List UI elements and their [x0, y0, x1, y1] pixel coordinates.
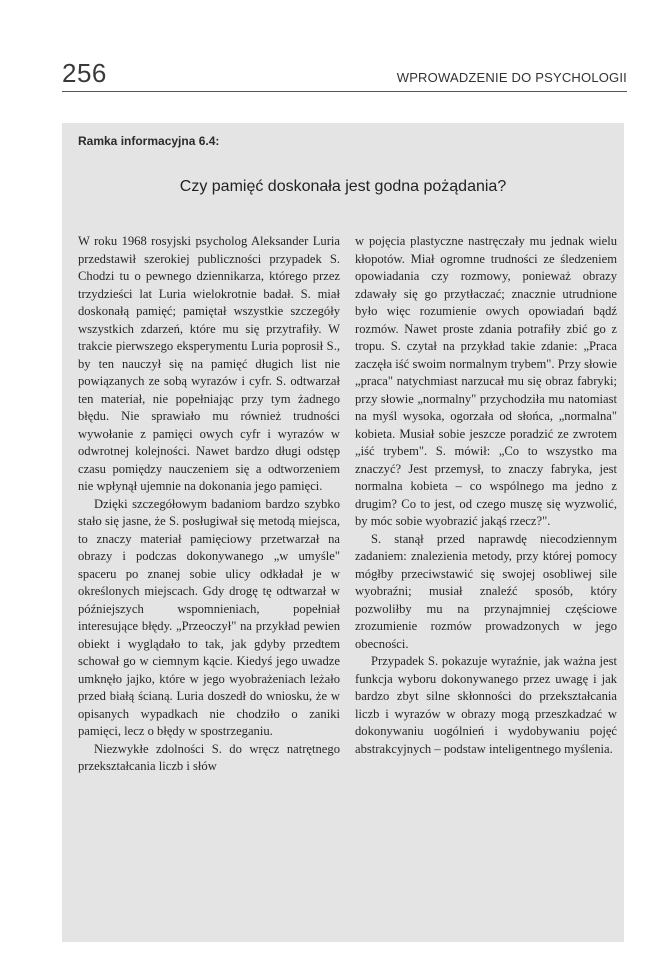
left-column: [78, 233, 340, 776]
info-box: [62, 123, 624, 942]
right-column: [355, 233, 617, 758]
page-number: 256: [62, 58, 107, 88]
running-head: WPROWADZENIE DO PSYCHOLOGII: [396, 70, 627, 85]
header-rule: [62, 91, 627, 92]
paragraph: Dzięki szczegółowym badaniom bardzo szybko stało się jasne, że S. posługiwał się metodą miejsca, to znaczy materiał pamięciowy przetwarzał na obrazy i podczas dokonywanego „w umyśle" spaceru po znanej sobie ulicy odkładał je w określonych miejscach. Gdy drogę tę odtwarzał w późniejszych wspomnieniach, popełniał interesujące błędy. „Przeoczył" na przykład pewien obiekt i wyglądało to tak, jak gdyby przedtem schował go w ciemnym kącie. Kiedyś jego uwadze umknęło jajko, które w jego wyobrażeniach leżało przed białą ścianą. Luria doszedł do wniosku, że w opisanych wypadkach nie chodziło o zaniki pamięci, lecz o błędy w spostrzeganiu.: [78, 496, 340, 738]
paragraph: Niezwykłe zdolności S. do wręcz natrętnego przekształcania liczb i słów: [78, 741, 340, 773]
box-title: Czy pamięć doskonała jest godna pożądania?: [179, 178, 507, 195]
paragraph: S. stanął przed naprawdę niecodziennym zadaniem: znalezienia metody, przy której pomocy mógłby przeciwstawić się swojej osobliwej sile wyobraźni; musiał znaleźć sposób, który pozwoliłby mu na przynajmniej częściowe zrozumienie rozmów prowadzonych w jego obecności.: [355, 531, 617, 651]
paragraph: W roku 1968 rosyjski psycholog Aleksander Luria przedstawił szerokiej publiczności przypadek S. Chodzi tu o pewnego dziennikarza, którego przez trzydzieści lat Luria wielokrotnie badał. S. miał doskonałą pamięć; pamiętał wszystkie szczegóły wszystkich zdarzeń, które mu się przytrafiły. W trakcie pierwszego eksperymentu Luria poprosił S., by ten nauczył się na pamięć długich list nie powiązanych ze sobą wyrazów i cyfr. S. odtwarzał ten materiał, nie popełniając przy tym żadnego błędu. Nie sprawiało mu również trudności wywołanie z pamięci owych cyfr i wyrazów w odwrotnej kolejności. Nawet bardzo długi odstęp czasu pomiędzy nauczeniem się a odtworzeniem nie wpłynął ujemnie na dokonania jego pamięci.: [78, 234, 340, 493]
paragraph: Przypadek S. pokazuje wyraźnie, jak ważna jest funkcja wyboru dokonywanego przez uwagę i jak bardzo zbyt silne skłonności do przekształcania liczb i wyrazów w obrazy mogą przeszkadzać w dokonywaniu uogólnień i wydobywaniu pojęć abstrakcyjnych – podstaw inteligentnego myślenia.: [355, 654, 617, 756]
paragraph: w pojęcia plastyczne nastręczały mu jednak wielu kłopotów. Miał ogromne trudności ze śledzeniem opowiadania czy rozmowy, ponieważ obrazy zdawały się go przytłaczać; znacznie utrudnione było więc rozumienie owych opowiadań bądź rozmów. Nawet proste zdania potrafiły zbić go z tropu. S. czytał na przykład takie zdanie: „Praca zaczęła iść swoim normalnym trybem". Przy słowie „praca" natychmiast narzucał mu się obraz fabryki; przy słowie „normalny" przychodziła mu natomiast na myśl wysoka, ogorzała od słońca, „normalna" kobieta. Musiał sobie jeszcze poradzić ze zwrotem „iść trybem". S. mówił: „Co to wszystko ma znaczyć? Jest przemysł, to znaczy fabryka, jest normalna kobieta – co wspólnego ma jedno z drugim? Co to jest, od czego muszę się wyzwolić, by móc sobie wyobrazić jakąś rzecz?".: [355, 234, 617, 528]
box-label: Ramka informacyjna 6.4:: [78, 134, 220, 148]
